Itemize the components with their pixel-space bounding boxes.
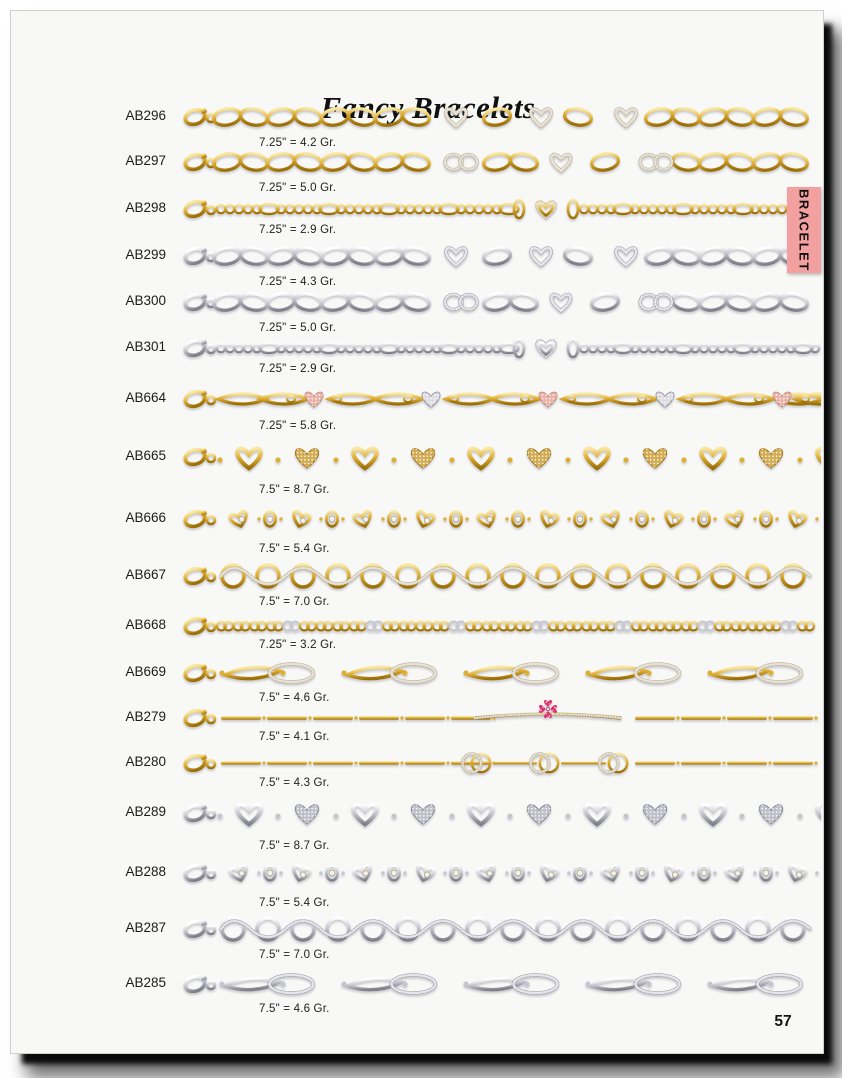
page-number: 57 [774,1013,792,1030]
product-spec: 7.5" = 8.7 Gr. [259,840,330,852]
bracelet-image [181,910,821,948]
product-code: AB668 [125,617,166,632]
product-code: AB297 [125,153,166,168]
product-code: AB300 [125,293,166,308]
bracelet-image [181,966,821,1002]
product-code: AB287 [125,920,166,935]
product-code: AB298 [125,200,166,215]
product-spec: 7.25" = 5.0 Gr. [259,182,337,194]
bracelet-image [181,143,821,181]
bracelet-section-tab [787,187,821,273]
bracelet-image [181,237,821,275]
product-spec: 7.25" = 2.9 Gr. [259,224,337,236]
product-spec: 7.5" = 4.6 Gr. [259,1003,330,1015]
product-spec: 7.25" = 5.8 Gr. [259,420,337,432]
product-spec: 7.5" = 4.3 Gr. [259,777,330,789]
bracelet-image [181,614,821,638]
product-code: AB669 [125,664,166,679]
product-spec: 7.5" = 8.7 Gr. [259,484,330,496]
bracelet-image [181,283,821,321]
bracelet-image [181,498,821,542]
product-spec: 7.25" = 3.2 Gr. [259,639,337,651]
product-spec: 7.5" = 7.0 Gr. [259,596,330,608]
bracelet-image [181,334,821,362]
bracelet-image [181,655,821,691]
product-spec: 7.5" = 5.4 Gr. [259,897,330,909]
product-code: AB285 [125,975,166,990]
product-spec: 7.25" = 2.9 Gr. [259,363,337,375]
product-spec: 7.5" = 4.6 Gr. [259,692,330,704]
product-code: AB279 [125,709,166,724]
bracelet-image [181,696,821,730]
product-code: AB666 [125,510,166,525]
bracelet-image [181,750,821,776]
product-code: AB280 [125,754,166,769]
product-code: AB664 [125,390,166,405]
product-code: AB288 [125,864,166,879]
product-code: AB296 [125,108,166,123]
bracelet-section-tab-label: BRACELET [796,188,812,272]
product-code: AB301 [125,339,166,354]
bracelet-image [181,557,821,595]
product-code: AB665 [125,448,166,463]
page-title: Fancy Bracelets [320,89,536,125]
product-spec: 7.5" = 4.1 Gr. [259,731,330,743]
bracelet-image [181,379,821,419]
product-spec: 7.5" = 5.4 Gr. [259,543,330,555]
product-spec: 7.5" = 7.0 Gr. [259,949,330,961]
bracelet-image [181,195,821,223]
bracelet-image [181,852,821,896]
product-code: AB289 [125,804,166,819]
product-code: AB667 [125,567,166,582]
product-spec: 7.25" = 4.2 Gr. [259,137,337,149]
product-spec: 7.25" = 4.3 Gr. [259,276,337,288]
bracelet-image [181,789,821,839]
product-code: AB299 [125,247,166,262]
bracelet-image [181,98,821,136]
catalog-page [10,10,824,1054]
product-spec: 7.25" = 5.0 Gr. [259,322,337,334]
bracelet-image [181,433,821,483]
